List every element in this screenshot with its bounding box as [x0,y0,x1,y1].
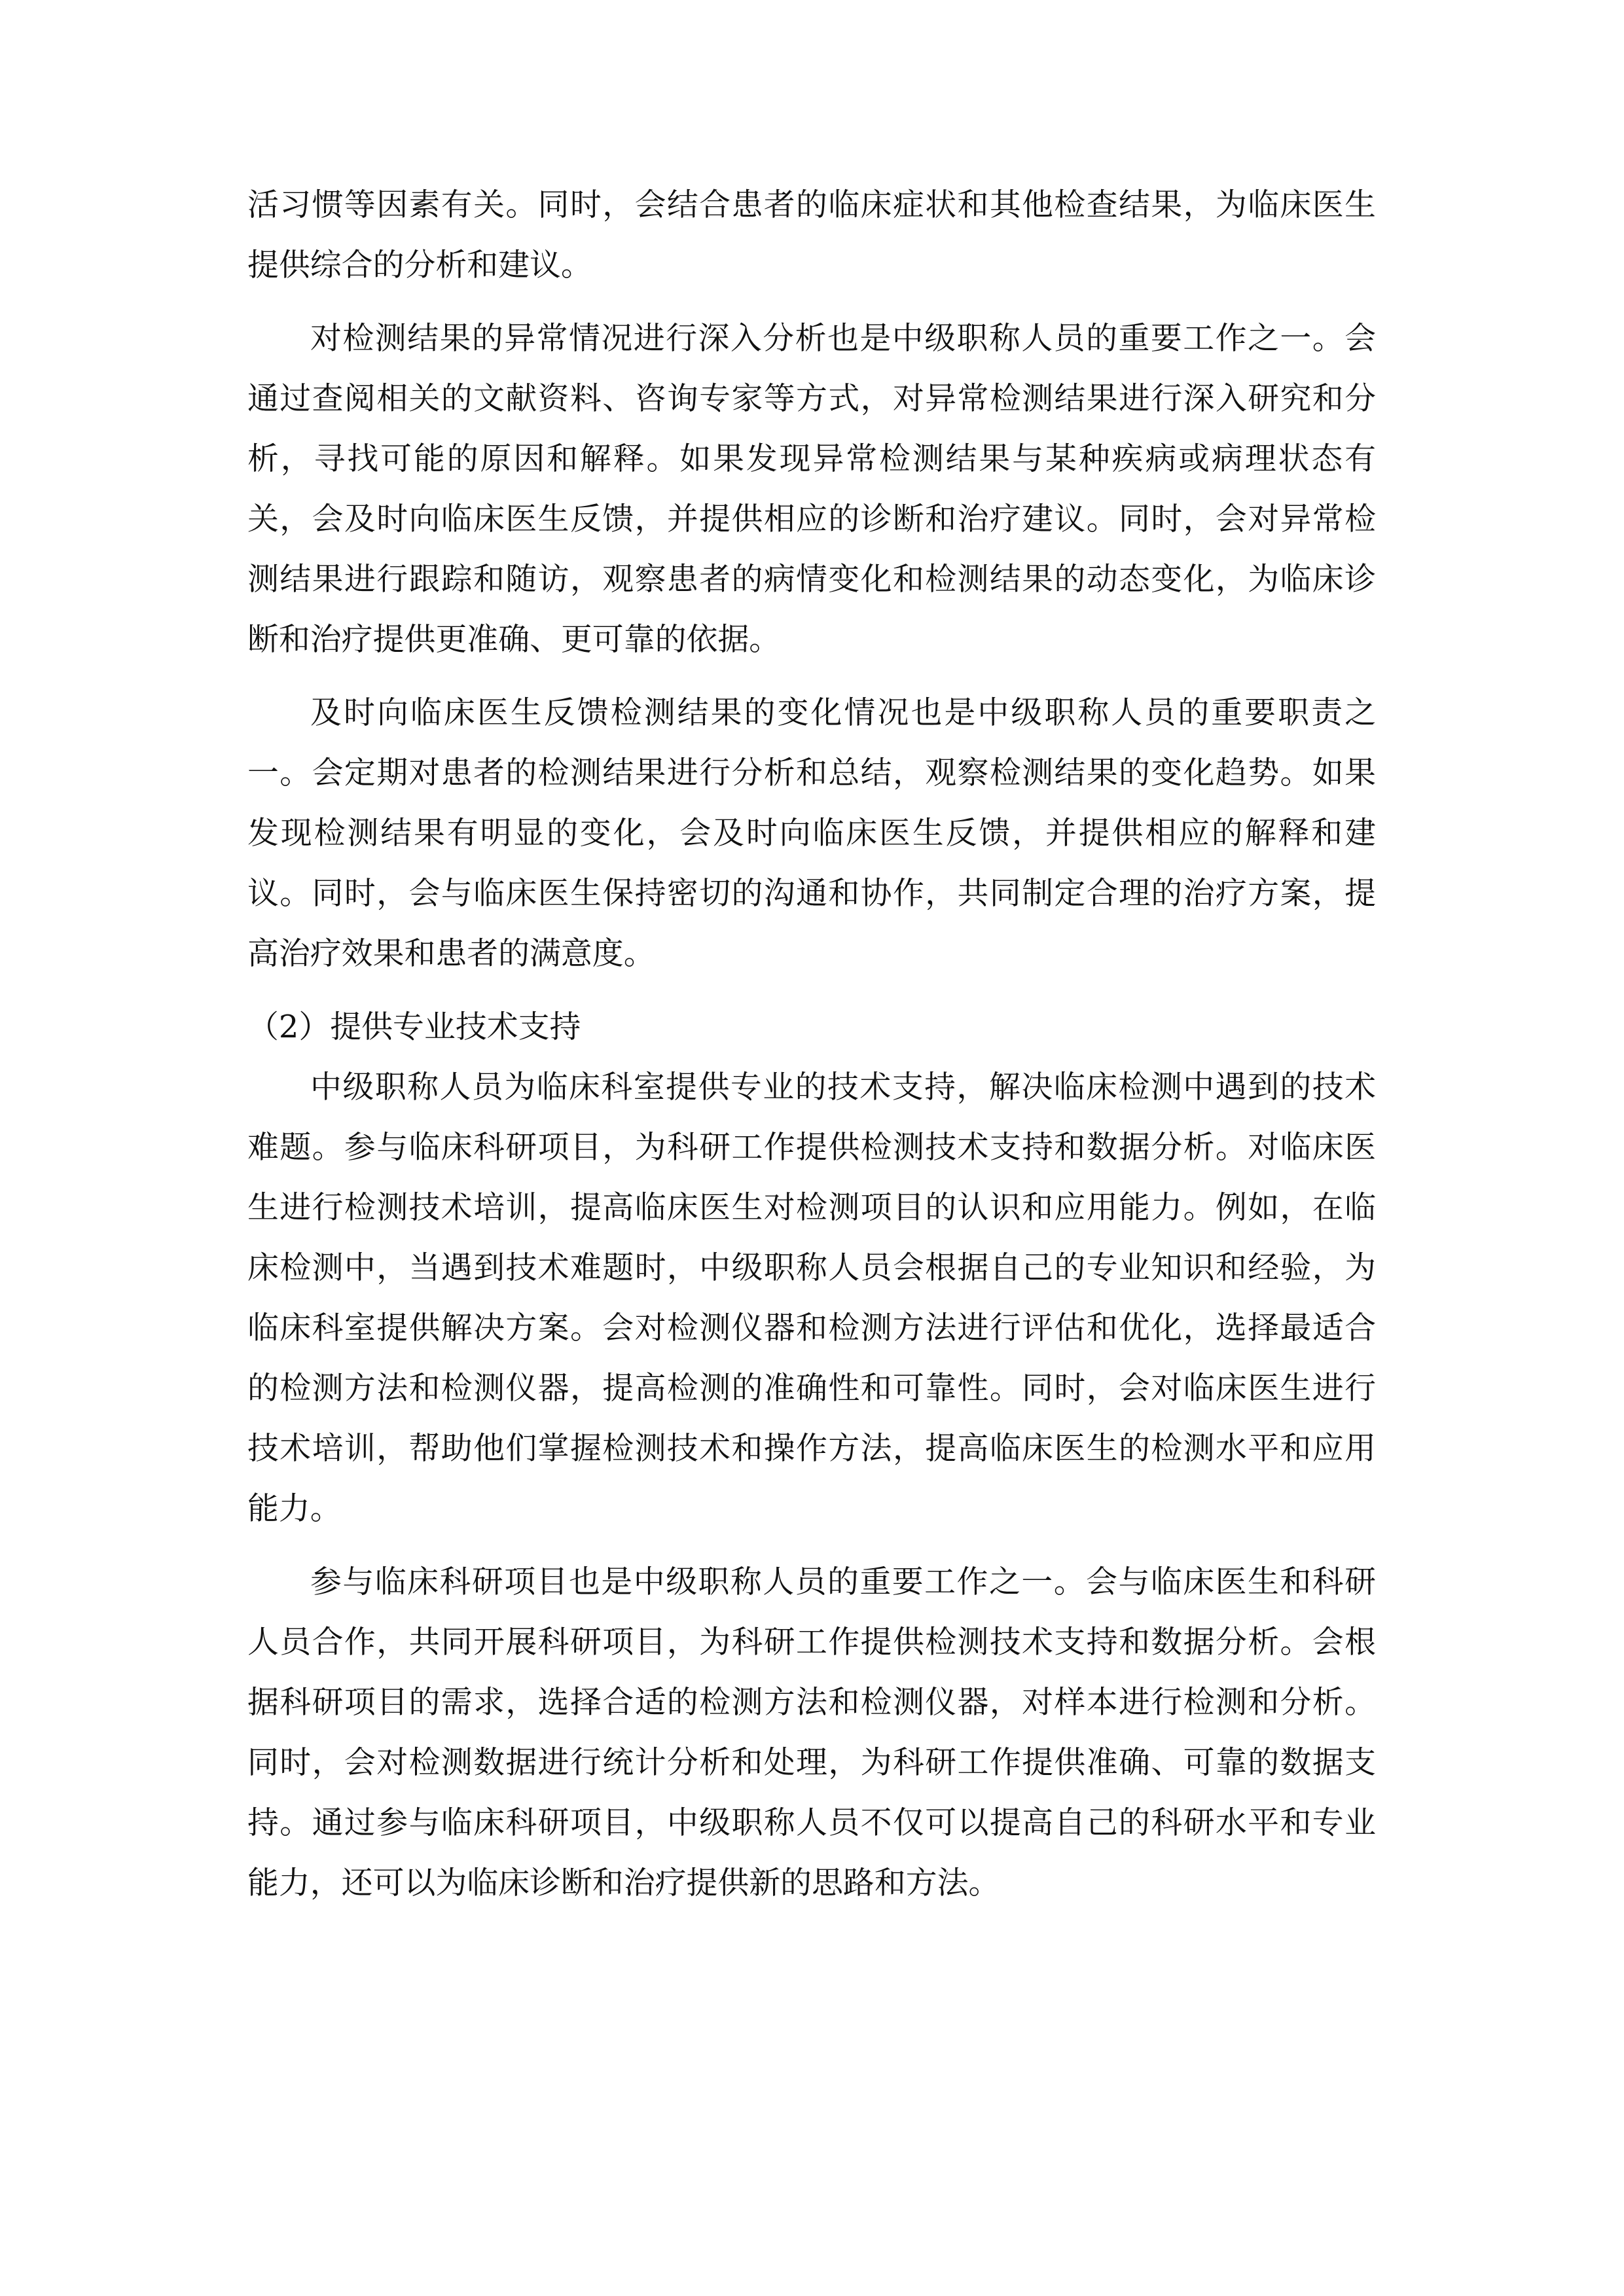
paragraph-gap [247,296,1376,309]
paragraph-research: 参与临床科研项目也是中级职称人员的重要工作之一。会与临床医生和科研人员合作，共同开展科研项目，为科研工作提供检测技术支持和数据分析。会根据科研项目的需求，选择合适的检测方法和检测仪器，对样本进行检测和分析。同时，会对检测数据进行统计分析和处理，为科研工作提供准确、可靠的数据支持。通过参与临床科研项目，中级职称人员不仅可以提高自己的科研水平和专业能力，还可以为临床诊断和治疗提供新的思路和方法。 [247,1564,1376,1901]
document-page [247,175,1376,1914]
paragraph-continuation: 活习惯等因素有关。同时，会结合患者的临床症状和其他检查结果，为临床医生提供综合的分析和建议。 [247,187,1376,283]
paragraph-gap [247,984,1376,997]
paragraph-technical-support: 中级职称人员为临床科室提供专业的技术支持，解决临床检测中遇到的技术难题。参与临床科研项目，为科研工作提供检测技术支持和数据分析。对临床医生进行检测技术培训，提高临床医生对检测项目的认识和应用能力。例如，在临床检测中，当遇到技术难题时，中级职称人员会根据自己的专业知识和经验，为临床科室提供解决方案。会对检测仪器和检测方法进行评估和优化，选择最适合的检测方法和检测仪器，提高检测的准确性和可靠性。同时，会对临床医生进行技术培训，帮助他们掌握检测技术和操作方法，提高临床医生的检测水平和应用能力。 [247,1069,1376,1527]
paragraph-gap [247,1539,1376,1552]
paragraph-gap [247,670,1376,683]
paragraph-abnormal-analysis: 对检测结果的异常情况进行深入分析也是中级职称人员的重要工作之一。会通过查阅相关的文献资料、咨询专家等方式，对异常检测结果进行深入研究和分析，寻找可能的原因和解释。如果发现异常检测结果与某种疾病或病理状态有关，会及时向临床医生反馈，并提供相应的诊断和治疗建议。同时，会对异常检测结果进行跟踪和随访，观察患者的病情变化和检测结果的动态变化，为临床诊断和治疗提供更准确、更可靠的依据。 [247,321,1376,658]
paragraph-feedback: 及时向临床医生反馈检测结果的变化情况也是中级职称人员的重要职责之一。会定期对患者的检测结果进行分析和总结，观察检测结果的变化趋势。如果发现检测结果有明显的变化，会及时向临床医生反馈，并提供相应的解释和建议。同时，会与临床医生保持密切的沟通和协作，共同制定合理的治疗方案，提高治疗效果和患者的满意度。 [247,695,1376,972]
section-heading: （2）提供专业技术支持 [247,1009,581,1045]
